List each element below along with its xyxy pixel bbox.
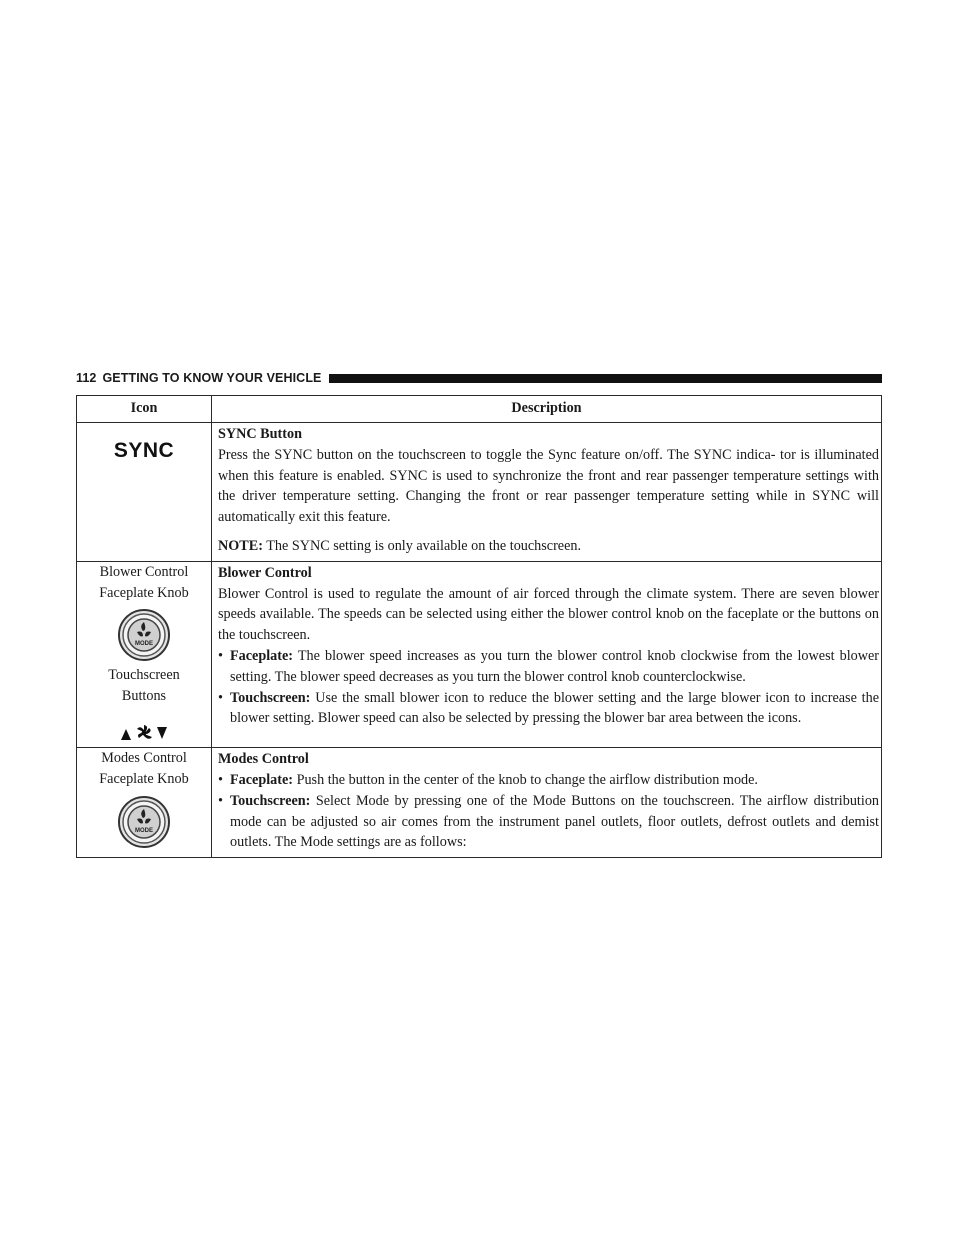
page-number: 112 [76, 371, 97, 385]
table-header-row [77, 396, 882, 423]
bullet-label: Faceplate: [230, 647, 294, 664]
sync-note [218, 536, 879, 557]
description-cell [212, 561, 882, 747]
icon-cell [77, 423, 212, 562]
bullet-label: Touchscreen: [230, 689, 311, 706]
list-item [218, 791, 879, 853]
bullet-text: The blower speed increases as you turn the blower control knob clockwise from the lowest blower setting. The blower speed decreases as you turn the blower control knob counterclockwise. [230, 647, 879, 685]
faceplate-knob-icon [116, 607, 172, 663]
column-header-description: Description [212, 396, 882, 423]
header-rule [329, 374, 883, 383]
table-row-blower [77, 561, 882, 747]
blower-label-2: Faceplate Knob [99, 584, 189, 601]
modes-title: Modes Control [218, 751, 309, 768]
bullet-icon: • [218, 771, 223, 788]
modes-knob-icon [116, 794, 172, 850]
bullet-label: Touchscreen: [230, 792, 311, 809]
bullet-text: Select Mode by pressing one of the Mode Buttons on the touchscreen. The airflow distribution mode can be adjusted so air comes from the instrument panel outlets, floor outlets, defrost outlets and demist outlets. The Mode settings are as follows: [230, 792, 880, 851]
icon-cell [77, 561, 212, 747]
section-title: GETTING TO KNOW YOUR VEHICLE [102, 371, 322, 385]
blower-label-4: Buttons [121, 688, 167, 705]
blower-label-1: Blower Control [99, 563, 189, 580]
bullet-icon: • [218, 792, 223, 809]
page-header [76, 369, 882, 387]
sync-icon: SYNC [113, 439, 175, 462]
description-cell [212, 423, 882, 562]
modes-label-1: Modes Control [101, 750, 187, 767]
table-row-modes [77, 748, 882, 858]
blower-speed-icon [119, 723, 169, 743]
blower-body: Blower Control is used to regulate the amount of air forced through the climate system. There are seven blower speeds available. The speeds can be selected using either the blower control knob on the faceplate or the buttons on the touchscreen. [218, 585, 879, 644]
controls-table [76, 395, 882, 858]
knob-mode-label: MODE [135, 827, 153, 834]
note-text: The SYNC setting is only available on the touchscreen. [266, 537, 582, 554]
bullet-text: Push the button in the center of the knob to change the airflow distribution mode. [296, 771, 758, 788]
icon-cell [77, 748, 212, 858]
description-cell [212, 748, 882, 858]
list-item [218, 646, 879, 688]
column-header-icon: Icon [77, 396, 212, 423]
knob-mode-label: MODE [135, 641, 153, 648]
sync-title: SYNC Button [218, 426, 302, 442]
bullet-label: Faceplate: [230, 771, 294, 788]
blower-title: Blower Control [218, 564, 312, 581]
bullet-icon: • [218, 689, 223, 706]
bullet-text: Use the small blower icon to reduce the blower setting and the large blower icon to increase the blower setting. Blower speed can also be selected by pressing the blower bar area between the icons. [230, 689, 880, 727]
list-item [218, 688, 879, 730]
list-item [218, 770, 879, 791]
table-row-sync [77, 423, 882, 562]
note-label: NOTE: [218, 537, 263, 554]
modes-label-2: Faceplate Knob [99, 770, 189, 787]
blower-label-3: Touchscreen [108, 667, 180, 684]
bullet-icon: • [218, 647, 223, 664]
sync-body: Press the SYNC button on the touchscreen to toggle the Sync feature on/off. The SYNC indica- tor is illuminated when this feature is enabled. SYNC is used to synchronize the front and rear passenger temperature settings with the driver temperature setting. Changing the front or rear passenger temperature setting while in SYNC will automatically exit this feature. [218, 446, 879, 526]
